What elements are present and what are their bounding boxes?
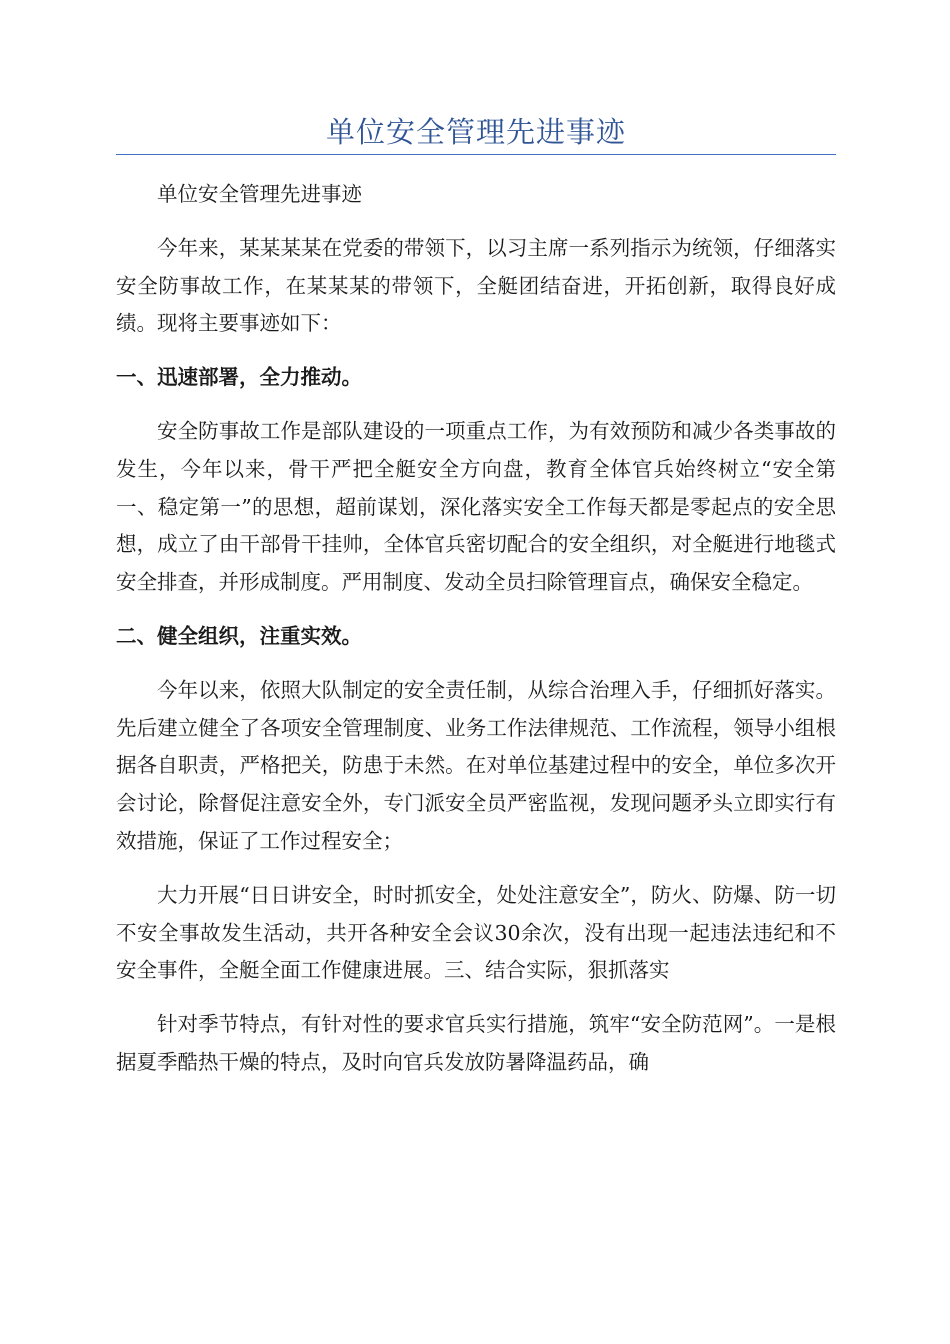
section-1-paragraph: 安全防事故工作是部队建设的一项重点工作，为有效预防和减少各类事故的发生，今年以来，骨干严把全艇安全方向盘，教育全体官兵始终树立“安全第一、稳定第一”的思想，超前谋划，深化落实安全工作每天都是零起点的安全思想，成立了由干部骨干挂帅，全体官兵密切配合的安全组织，对全艇进行地毯式安全排查，并形成制度。严用制度、发动全员扫除管理盲点，确保安全稳定。 [116, 418, 836, 595]
document-title: 单位安全管理先进事迹 [325, 115, 626, 149]
section-heading-1: 一、迅速部署，全力推动。 [116, 365, 362, 390]
subtitle-paragraph: 单位安全管理先进事迹 [157, 182, 362, 206]
section-2-paragraph-continued: 大力开展“日日讲安全，时时抓安全，处处注意安全”，防火、防爆、防一切不安全事故发生活动，共开各种安全会议30余次，没有出现一起违法违纪和不安全事件，全艇全面工作健康进展。三、结合实际，狠抓落实 [116, 882, 836, 983]
section-2-paragraph: 今年以来，依照大队制定的安全责任制，从综合治理入手，仔细抓好落实。先后建立健全了各项安全管理制度、业务工作法律规范、工作流程，领导小组根据各自职责，严格把关，防患于未然。在对单位基建过程中的安全，单位多次开会讨论，除督促注意安全外，专门派安全员严密监视，发现问题矛头立即实行有效措施，保证了工作过程安全； [116, 677, 836, 853]
title-underline [116, 154, 836, 155]
section-heading-2: 二、健全组织，注重实效。 [116, 623, 362, 648]
intro-paragraph: 今年来，某某某某在党委的带领下，以习主席一系列指示为统领，仔细落实安全防事故工作，在某某某的带领下，全艇团结奋进，开拓创新，取得良好成绩。现将主要事迹如下： [116, 235, 836, 336]
document-body [116, 176, 836, 1098]
section-3-paragraph: 针对季节特点，有针对性的要求官兵实行措施，筑牢“安全防范网”。一是根据夏季酷热干燥的特点，及时向官兵发放防暑降温药品，确 [116, 1012, 836, 1074]
